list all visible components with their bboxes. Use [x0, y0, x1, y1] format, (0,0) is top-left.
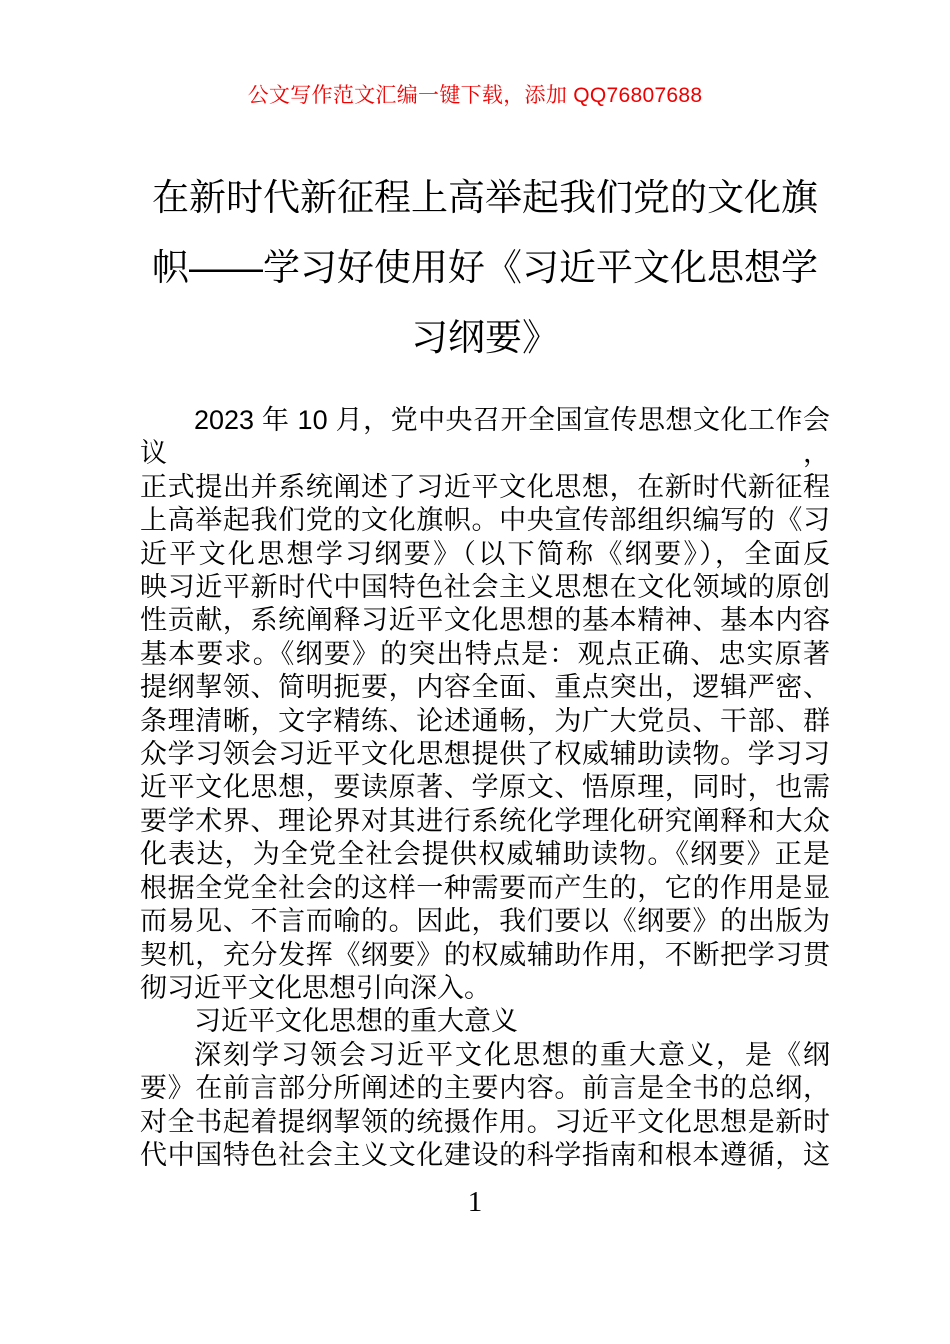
text-line: 映习近平新时代中国特色社会主义思想在文化领域的原创	[140, 572, 830, 603]
title-line: 在新时代新征程上高举起我们党的文化旗	[152, 177, 818, 218]
text-line: 要学术界、理论界对其进行系统化学理化研究阐释和大众	[140, 805, 830, 836]
text-line: 契机，充分发挥《纲要》的权威辅助作用，不断把学习贯	[140, 939, 830, 970]
title-line: 习纲要》	[411, 317, 559, 358]
text-line: 近平文化思想学习纲要》（以下简称《纲要》），全面反	[140, 538, 830, 569]
text-line: 基本要求。《纲要》的突出特点是：观点正确、忠实原著	[140, 638, 830, 669]
document-title	[140, 163, 830, 373]
text-line: 习近平文化思想的重大意义	[194, 1006, 518, 1037]
text-line: 正式提出并系统阐述了习近平文化思想，在新时代新征程	[140, 471, 830, 502]
text-line: 上高举起我们党的文化旗帜。中央宣传部组织编写的《习	[140, 505, 830, 536]
text-line: 2023 年 10 月，党中央召开全国宣传思想文化工作会议，	[140, 405, 830, 469]
text-line: 提纲挈领、简明扼要，内容全面、重点突出，逻辑严密、	[140, 672, 830, 703]
text-line: 条理清晰，文字精练、论述通畅，为广大党员、干部、群	[140, 705, 830, 736]
title-line: 帜——学习好使用好《习近平文化思想学	[152, 247, 818, 288]
text-line: 对全书起着提纲挈领的统摄作用。习近平文化思想是新时	[140, 1106, 830, 1137]
header-notice: 公文写作范文汇编一键下载，添加 QQ76807688	[247, 84, 703, 107]
text-line: 代中国特色社会主义文化建设的科学指南和根本遵循，这	[140, 1139, 830, 1170]
text-line: 性贡献，系统阐释习近平文化思想的基本精神、基本内容	[140, 605, 830, 636]
text-line: 近平文化思想，要读原著、学原文、悟原理，同时，也需	[140, 772, 830, 803]
text-line: 要》在前言部分所阐述的主要内容。前言是全书的总纲，	[140, 1073, 830, 1104]
text-line: 众学习领会习近平文化思想提供了权威辅助读物。学习习	[140, 739, 830, 770]
page-number: 1	[467, 1186, 483, 1218]
document-body	[140, 404, 830, 1172]
text-line: 而易见、不言而喻的。因此，我们要以《纲要》的出版为	[140, 906, 830, 937]
text-line: 根据全党全社会的这样一种需要而产生的，它的作用是显	[140, 872, 830, 903]
body-paragraph	[140, 404, 830, 1005]
text-line: 化表达，为全党全社会提供权威辅助读物。《纲要》正是	[140, 839, 830, 870]
body-paragraph	[140, 1039, 830, 1173]
text-line: 彻习近平文化思想引向深入。	[140, 972, 491, 1003]
text-line: 深刻学习领会习近平文化思想的重大意义，是《纲	[194, 1039, 830, 1070]
body-paragraph	[140, 1005, 830, 1038]
